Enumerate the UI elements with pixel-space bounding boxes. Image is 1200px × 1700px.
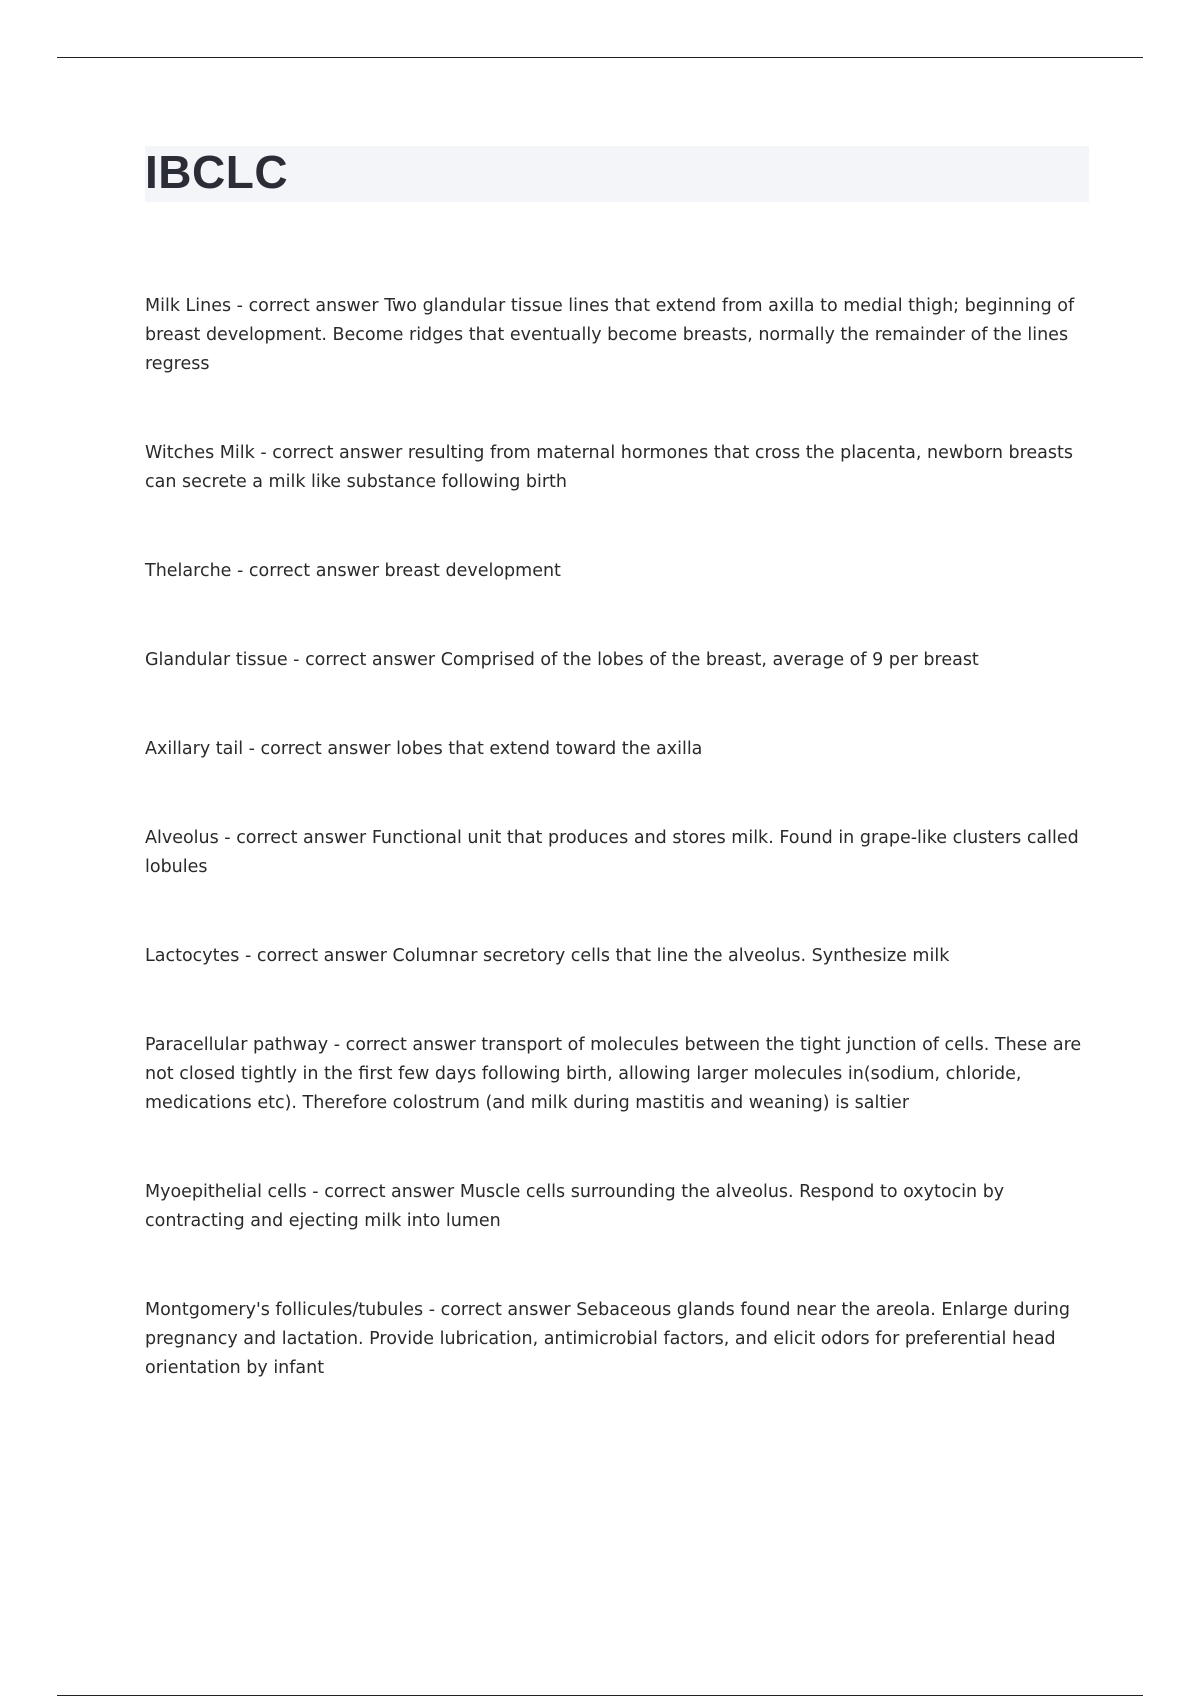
top-divider: [57, 57, 1143, 58]
flashcard-definition: Muscle cells surrounding the alveolus. Respond to oxytocin by contracting and ejecting milk into lumen: [145, 1182, 1005, 1231]
document-title: IBCLC: [145, 146, 289, 198]
flashcard-answer-label: correct answer: [256, 946, 387, 966]
flashcard-term: Alveolus -: [145, 828, 236, 848]
flashcard-term: Myoepithelial cells -: [145, 1182, 324, 1202]
flashcard-answer-label: correct answer: [248, 561, 379, 581]
flashcard: [145, 1031, 1085, 1118]
flashcard: [145, 557, 1085, 586]
flashcard-definition: transport of molecules between the tight junction of cells. These are not closed tightly in the first few days following birth, allowing larger molecules in(sodium, chloride, medications etc). Therefore colostrum (and milk during mastitis and weaning) is saltier: [145, 1035, 1082, 1113]
flashcard-definition: Comprised of the lobes of the breast, average of 9 per breast: [440, 650, 979, 670]
flashcard-answer-label: correct answer: [248, 296, 379, 316]
flashcard-definition: Two glandular tissue lines that extend from axilla to medial thigh; beginning of breast development. Become ridges that eventually become breasts, normally the remainder of the lines regress: [145, 296, 1075, 374]
flashcard-term: Paracellular pathway -: [145, 1035, 346, 1055]
flashcard: [145, 1178, 1085, 1236]
flashcard-term: Milk Lines -: [145, 296, 249, 316]
flashcard: [145, 735, 1085, 764]
flashcard: [145, 646, 1085, 675]
flashcard-definition: lobes that extend toward the axilla: [396, 739, 703, 759]
bottom-divider: [57, 1695, 1143, 1696]
flashcard-term: Lactocytes -: [145, 946, 257, 966]
flashcard-answer-label: correct answer: [324, 1182, 455, 1202]
flashcard-answer-label: correct answer: [260, 739, 391, 759]
flashcard: [145, 292, 1085, 379]
flashcard-term: Witches Milk -: [145, 443, 272, 463]
flashcard-answer-label: correct answer: [345, 1035, 476, 1055]
flashcard-definition: resulting from maternal hormones that cross the placenta, newborn breasts can secrete a milk like substance following birth: [145, 443, 1074, 492]
flashcard-answer-label: correct answer: [440, 1300, 571, 1320]
flashcard-answer-label: correct answer: [236, 828, 367, 848]
flashcard-definition: Sebaceous glands found near the areola. Enlarge during pregnancy and lactation. Provide lubrication, antimicrobial factors, and elicit odors for preferential head orientation by infant: [145, 1300, 1070, 1378]
flashcard-answer-label: correct answer: [272, 443, 403, 463]
flashcard-definition: Functional unit that produces and stores milk. Found in grape-like clusters called lobules: [145, 828, 1079, 877]
flashcard: [145, 942, 1085, 971]
flashcard-term: Thelarche -: [145, 561, 249, 581]
flashcard-definition: breast development: [384, 561, 561, 581]
flashcard-definition: Columnar secretory cells that line the alveolus. Synthesize milk: [392, 946, 950, 966]
flashcard-term: Montgomery's follicules/tubules -: [145, 1300, 441, 1320]
flashcard-list: [145, 292, 1085, 1443]
flashcard-term: Axillary tail -: [145, 739, 261, 759]
flashcard-answer-label: correct answer: [305, 650, 436, 670]
flashcard: [145, 1296, 1085, 1383]
flashcard: [145, 439, 1085, 497]
flashcard: [145, 824, 1085, 882]
flashcard-term: Glandular tissue -: [145, 650, 305, 670]
